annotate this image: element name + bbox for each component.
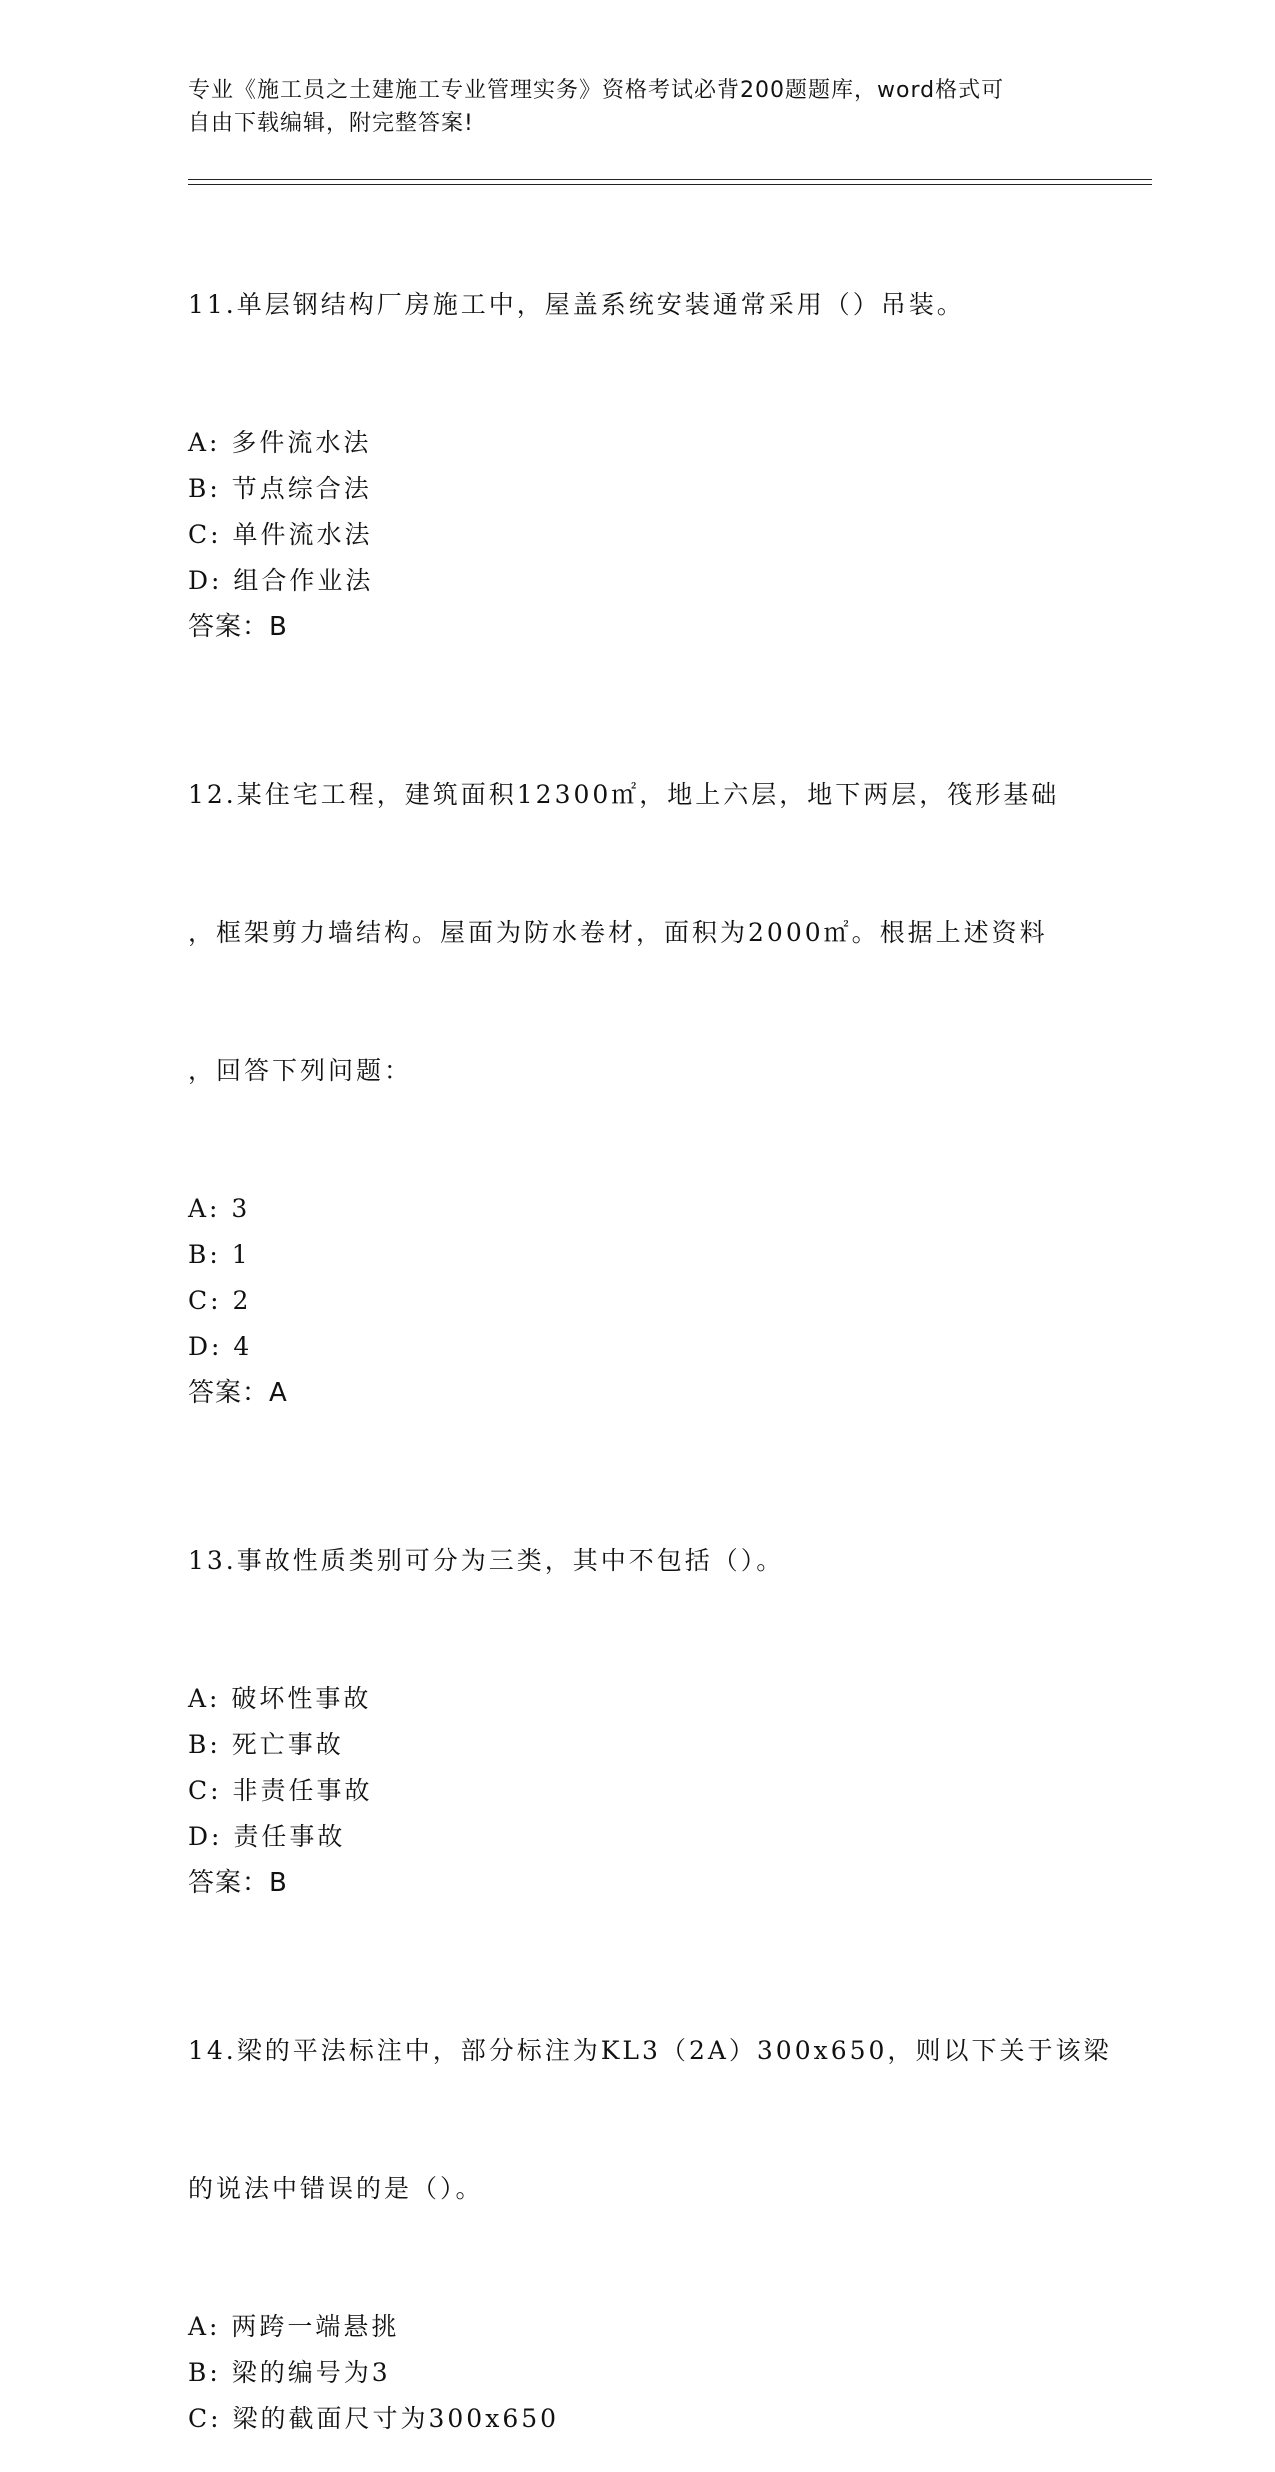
question-list [188, 190, 1112, 2472]
answer-label: 答案：B [188, 1868, 288, 1898]
option-c: C: 梁的截面尺寸为300x650 [188, 2404, 560, 2433]
question-stem [188, 680, 1088, 1186]
option-a: A: 破坏性事故 [188, 1684, 372, 1713]
header-line-2: 自由下载编辑，附完整答案! [188, 111, 474, 136]
option-d: D: 组合作业法 [188, 566, 374, 595]
question-stem [188, 190, 1088, 420]
stem-line: ，回答下列问题： [188, 1056, 413, 1085]
option-b: B: 1 [188, 1240, 251, 1269]
question-13 [188, 1446, 1088, 1906]
question-12 [188, 680, 1088, 1416]
option-c: C: 单件流水法 [188, 520, 373, 549]
header-divider-top [188, 179, 1152, 180]
header-line-1: 专业《施工员之土建施工专业管理实务》资格考试必背200题题库，word格式可 [188, 78, 1005, 103]
answer-label: 答案：B [188, 612, 288, 642]
document-header [188, 74, 1068, 140]
question-11 [188, 190, 1088, 650]
question-stem [188, 1936, 1112, 2304]
option-d: D: 责任事故 [188, 1822, 346, 1851]
stem-line: 12.某住宅工程，建筑面积12300㎡，地上六层，地下两层，筏形基础 [188, 780, 1060, 809]
option-a: A: 3 [188, 1194, 251, 1223]
option-d: D: 4 [188, 1332, 253, 1361]
option-b: B: 死亡事故 [188, 1730, 344, 1759]
header-divider-bottom [188, 184, 1152, 185]
question-14 [188, 1936, 1112, 2442]
option-b: B: 梁的编号为3 [188, 2358, 391, 2387]
option-c: C: 非责任事故 [188, 1776, 373, 1805]
option-c: C: 2 [188, 1286, 252, 1315]
stem-line: ，框架剪力墙结构。屋面为防水卷材，面积为2000㎡。根据上述资料 [188, 918, 1048, 947]
stem-line: 14.梁的平法标注中，部分标注为KL3（2A）300x650，则以下关于该梁 [188, 2036, 1112, 2065]
question-stem [188, 1446, 1088, 1676]
option-a: A: 多件流水法 [188, 428, 372, 457]
option-a: A: 两跨一端悬挑 [188, 2312, 400, 2341]
answer-label: 答案：A [188, 1378, 288, 1408]
stem-line: 11.单层钢结构厂房施工中，屋盖系统安装通常采用（）吊装。 [188, 290, 965, 319]
stem-line: 的说法中错误的是（）。 [188, 2174, 484, 2203]
option-b: B: 节点综合法 [188, 474, 372, 503]
stem-line: 13.事故性质类别可分为三类，其中不包括（）。 [188, 1546, 785, 1575]
